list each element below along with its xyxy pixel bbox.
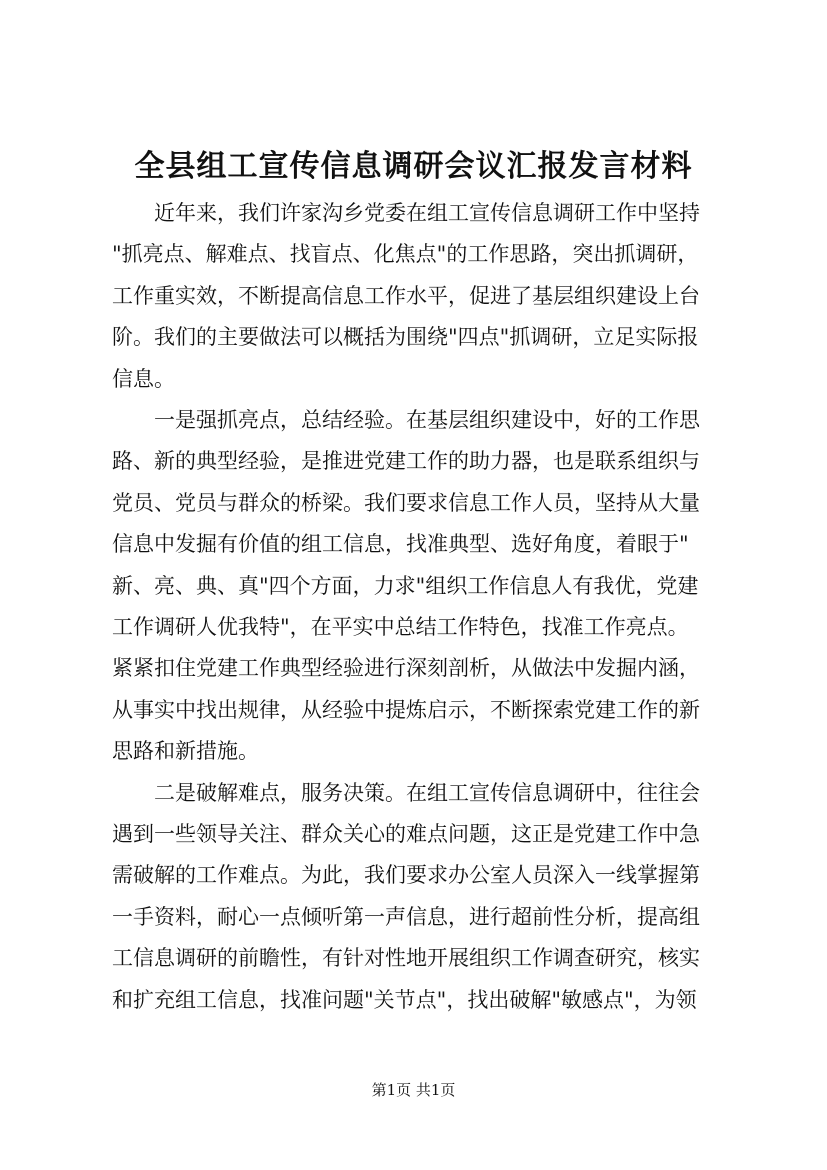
paragraph-line: 紧紧扣住党建工作典型经验进行深刻剖析，从做法中发掘内涵， <box>112 656 700 680</box>
paragraph-line: 从事实中找出规律，从经验中提炼启示，不断探索党建工作的新 <box>112 698 700 722</box>
paragraph-line: 新、亮、典、真"四个方面，力求"组织工作信息人有我优，党建 <box>112 574 699 598</box>
paragraph-line: 信息。 <box>112 367 175 391</box>
paragraph-line: 阶。我们的主要做法可以概括为围绕"四点"抓调研，立足实际报 <box>112 325 699 349</box>
page-footer: 第1页 共1页 <box>371 1081 456 1099</box>
paragraph-line: 需破解的工作难点。为此，我们要求办公室人员深入一线掌握第 <box>112 863 700 887</box>
paragraph-first-line: 二是破解难点，服务决策。在组工宣传信息调研中，往往会 <box>154 781 700 805</box>
paragraph-line: 路、新的典型经验，是推进党建工作的助力器，也是联系组织与 <box>112 449 700 473</box>
paragraph-first-line: 近年来，我们许家沟乡党委在组工宣传信息调研工作中坚持 <box>154 201 700 225</box>
paragraph-first-line: 一是强抓亮点，总结经验。在基层组织建设中，好的工作思 <box>154 408 700 432</box>
paragraph-line: 和扩充组工信息，找准问题"关节点"，找出破解"敏感点"，为领 <box>112 988 697 1012</box>
paragraph-line: "抓亮点、解难点、找盲点、化焦点"的工作思路，突出抓调研， <box>112 242 699 266</box>
paragraph-line: 思路和新措施。 <box>112 739 259 763</box>
document-title: 全县组工宣传信息调研会议汇报发言材料 <box>134 149 693 184</box>
paragraph-line: 信息中发掘有价值的组工信息，找准典型、选好角度，着眼于" <box>112 532 689 556</box>
paragraph-line: 党员、党员与群众的桥梁。我们要求信息工作人员，坚持从大量 <box>112 491 700 515</box>
paragraph-line: 工信息调研的前瞻性，有针对性地开展组织工作调查研究，核实 <box>112 946 700 970</box>
paragraph-line: 工作调研人优我特"，在平实中总结工作特色，找准工作亮点。 <box>112 615 689 639</box>
paragraph-line: 工作重实效，不断提高信息工作水平，促进了基层组织建设上台 <box>112 284 700 308</box>
paragraph-line: 遇到一些领导关注、群众关心的难点问题，这正是党建工作中急 <box>112 822 700 846</box>
paragraph-line: 一手资料，耐心一点倾听第一声信息，进行超前性分析，提高组 <box>112 905 700 929</box>
